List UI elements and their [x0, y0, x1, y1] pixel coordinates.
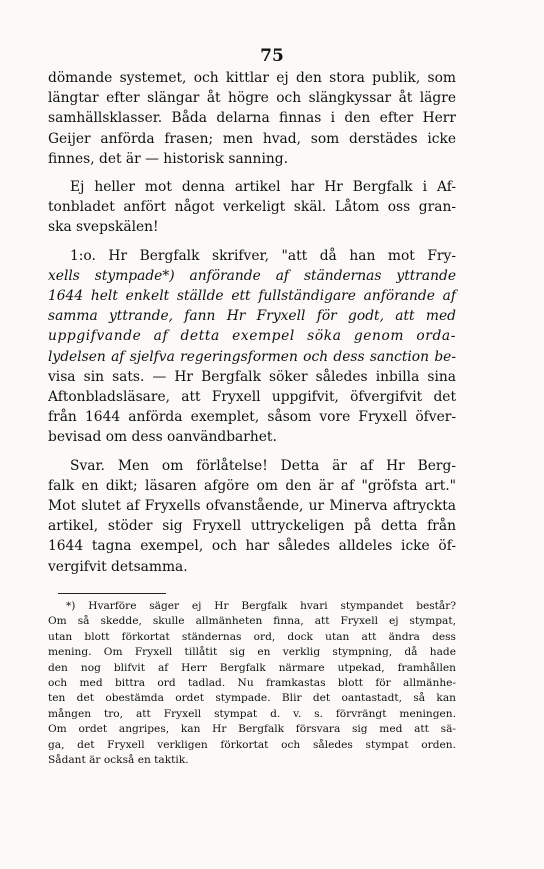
text-line: dömande systemet, och kittlar ej den stora publik, som — [48, 70, 456, 86]
main-text — [48, 68, 456, 577]
footnote-line: den nog blifvit af Herr Bergfalk närmare utpekad, framhållen — [48, 661, 456, 674]
footnote — [48, 599, 456, 768]
text-line: 1644 tagna exempel, och har således alldeles icke öf- — [48, 538, 456, 555]
text-line: Svar. Men om förlåtelse! Detta är af Hr Berg- — [70, 457, 456, 474]
text-line: Ej heller mot denna artikel har Hr Bergfalk i Af- — [70, 179, 456, 196]
footnote-line: *) Hvarföre säger ej Hr Bergfalk hvari stympandet består? — [66, 600, 456, 612]
text-line: från 1644 anförda exemplet, såsom vore Fryxell öfver- — [48, 409, 456, 426]
footnote-rule — [58, 593, 166, 594]
text-line: vergifvit detsamma. — [48, 558, 188, 575]
text-line: ska svepskälen! — [48, 219, 159, 236]
text-line: längtar efter slängar åt högre och slängkyssar åt lägre — [48, 90, 456, 107]
text-line: Geijer anförda frasen; men hvad, som derstädes icke — [48, 130, 456, 147]
text-line: falk en dikt; läsaren afgöre om den är af "gröfsta art." — [48, 477, 456, 494]
paragraph-4 — [48, 456, 456, 577]
text-line: finnes, det är — historisk sanning. — [48, 150, 288, 167]
text-line: tonbladet anfört något verkeligt skäl. Låtom oss gran- — [48, 199, 456, 216]
text-line: visa sin sats. — Hr Bergfalk söker således inbilla sina — [48, 368, 456, 385]
text-line: 1644 helt enkelt ställde ett fullständigare anförande af — [48, 288, 456, 305]
text-line: 1:o. Hr Bergfalk skrifver, "att då han mot Fry- — [70, 247, 456, 264]
page-number: 75 — [260, 46, 284, 66]
footnote-line: utan blott förkortat ständernas ord, dock utan att ändra dess — [48, 630, 456, 643]
text-line: Mot slutet af Fryxells ofvanstående, ur Minerva aftryckta — [48, 498, 456, 515]
footnote-line: mången tro, att Fryxell stympat d. v. s. förvrängt meningen. — [48, 707, 456, 720]
paragraph-3 — [48, 246, 456, 448]
text-line: bevisad om dess oanvändbarhet. — [48, 429, 277, 446]
footnote-line: och med bittra ord tadlad. Nu framkastas blott för allmänhe- — [48, 677, 456, 690]
footnote-line: mening. Om Fryxell tillåtit sig en verklig stympning, då hade — [48, 646, 456, 659]
footnote-line: ten det obestämda ordet stympade. Blir det oantastadt, så kan — [48, 692, 456, 705]
text-line: xells stympade*) anförande af ständernas yttrande — [48, 267, 456, 284]
text-line: samhällsklasser. Båda delarna finnas i den efter Herr — [48, 110, 456, 127]
footnote-line: Om ordet angripes, kan Hr Bergfalk försvara sig med att sä- — [48, 723, 456, 736]
text-line: lydelsen af sjelfva regeringsformen och dess sanction be- — [48, 348, 456, 365]
text-line: samma yttrande, fann Hr Fryxell för godt, att med — [48, 308, 456, 325]
text-line: Aftonbladsläsare, att Fryxell uppgifvit, öfvergifvit det — [48, 389, 456, 406]
paragraph-1 — [48, 68, 456, 169]
text-line: artikel, stöder sig Fryxell uttryckeligen på detta från — [48, 518, 456, 535]
footnote-line: Om så skedde, skulle allmänheten finna, att Fryxell ej stympat, — [48, 615, 456, 628]
footnote-line: Sådant är också en taktik. — [48, 754, 189, 767]
paragraph-2 — [48, 177, 456, 238]
footnote-line: ga, det Fryxell verkligen förkortat och således stympat orden. — [48, 738, 456, 751]
text-line: uppgifvande af detta exempel söka genom orda- — [48, 328, 456, 345]
